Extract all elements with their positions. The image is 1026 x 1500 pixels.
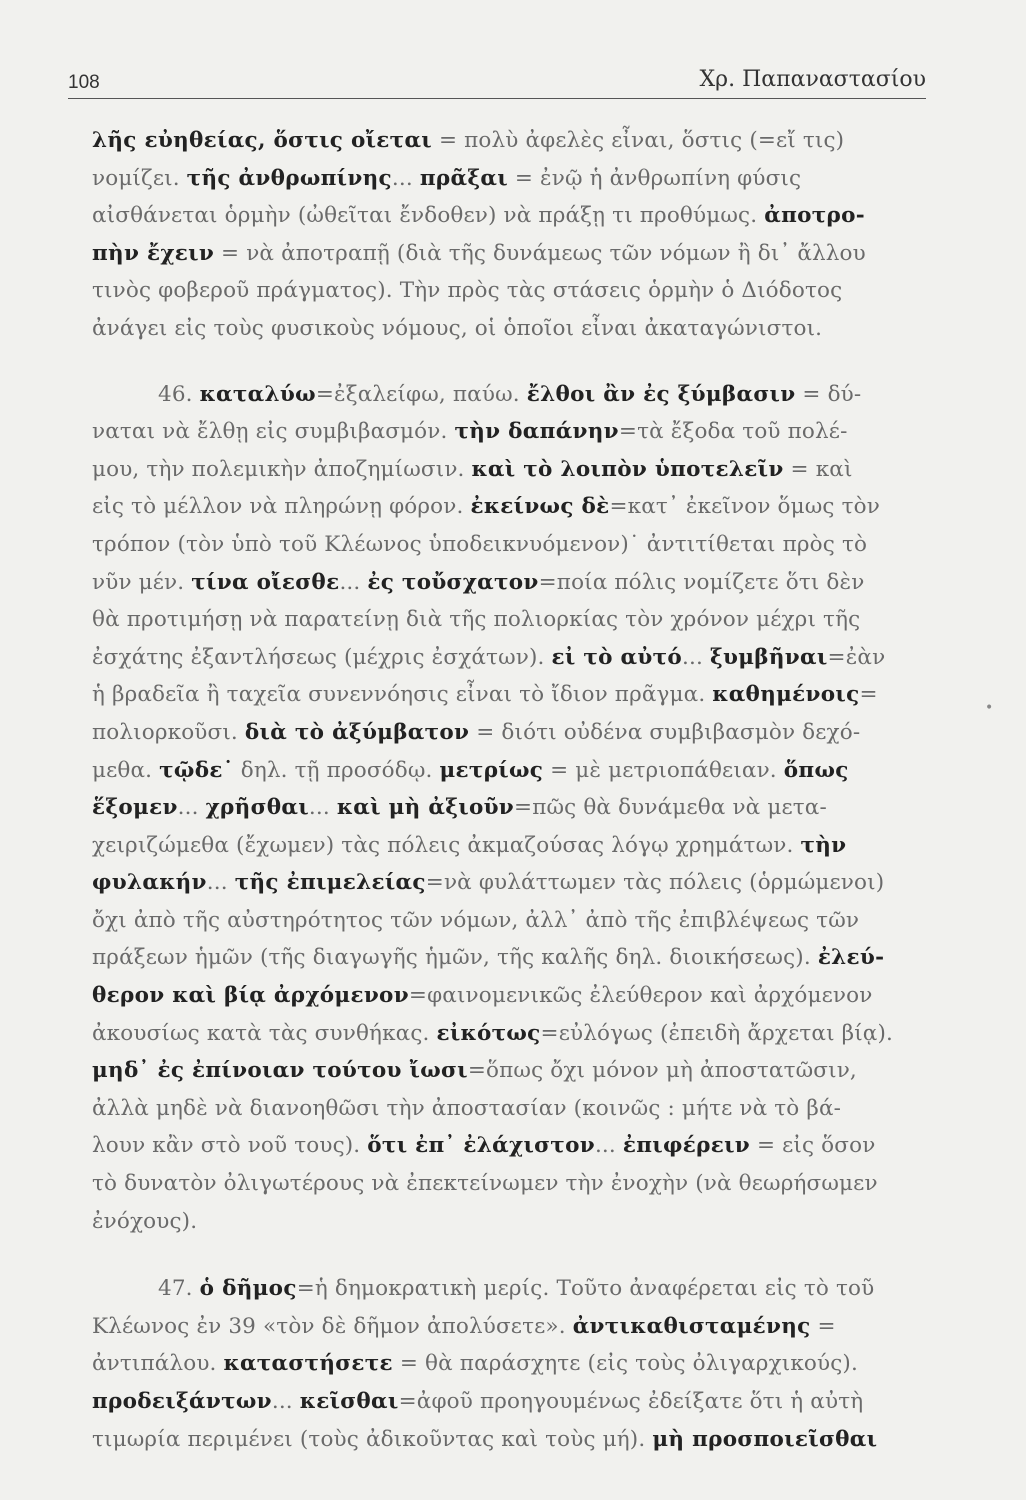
gloss-text: πράξεων ἡμῶν (τῆς διαγωγῆς ἡμῶν, τῆς καλῆς δηλ. διοικήσεως). bbox=[92, 945, 818, 971]
gloss-text: =ἀφοῦ προηγουμένως ἐδείξατε ὅτι ἡ αὐτὴ bbox=[398, 1389, 864, 1414]
lemma-term: ἐλεύ- bbox=[817, 945, 885, 971]
lemma-term: προδειξάντων bbox=[92, 1389, 272, 1414]
text-line bbox=[92, 488, 938, 526]
text-line bbox=[92, 235, 938, 273]
text-line bbox=[92, 939, 938, 977]
gloss-text: ... bbox=[308, 795, 337, 821]
lemma-term: εἰ τὸ αὐτό bbox=[551, 644, 683, 670]
lemma-term: ξυμβῆναι bbox=[709, 644, 828, 670]
gloss-text: λουν κἂν στὸ νοῦ τους). bbox=[92, 1133, 368, 1159]
gloss-text: ἀνάγει εἰς τοὺς φυσικοὺς νόμους, οἱ ὁποῖοι εἶναι ἀκαταγώνιστοι. bbox=[92, 315, 823, 341]
page-speck: • bbox=[985, 700, 994, 716]
text-line bbox=[92, 451, 938, 489]
gloss-text: = διότι οὐδένα συμβιβασμὸν δεχό- bbox=[469, 719, 861, 745]
text-line bbox=[92, 376, 938, 414]
text-line bbox=[92, 1383, 938, 1421]
gloss-text: μου, τὴν πολεμικὴν ἀποζημίωσιν. bbox=[92, 456, 472, 482]
gloss-text: = bbox=[859, 682, 878, 708]
text-line bbox=[92, 714, 938, 752]
text-line bbox=[92, 1052, 938, 1090]
text-line bbox=[92, 827, 938, 865]
gloss-text: ἀντιπάλου. bbox=[92, 1351, 224, 1377]
lemma-term: μετρίως bbox=[439, 757, 544, 783]
gloss-text: ... bbox=[391, 165, 420, 191]
page-header bbox=[68, 52, 926, 99]
text-line bbox=[92, 601, 938, 639]
gloss-text: εἰς τὸ μέλλον νὰ πληρώνῃ φόρον. bbox=[92, 494, 471, 520]
gloss-text: τινὸς φοβεροῦ πράγματος). Τὴν πρὸς τὰς στάσεις ὁρμὴν ὁ Διόδοτος bbox=[92, 278, 843, 304]
gloss-text: Κλέωνος ἐν 39 «τὸν δὲ δῆμον ἀπολύσετε». bbox=[92, 1313, 573, 1339]
text-line bbox=[92, 977, 938, 1015]
text-line bbox=[92, 1090, 938, 1128]
text-line bbox=[92, 122, 938, 160]
lemma-term: μὴ προσποιεῖσθαι bbox=[652, 1426, 878, 1452]
lemma-term: πρᾶξαι bbox=[419, 165, 508, 191]
gloss-text: = δύ- bbox=[795, 381, 862, 407]
gloss-text: νῦν μέν. bbox=[92, 569, 192, 595]
gloss-text: τὸ δυνατὸν ὀλιγωτέρους νὰ ἐπεκτείνωμεν τὴν ἐνοχὴν (νὰ θεωρήσωμεν bbox=[92, 1171, 878, 1197]
gloss-text: ἐνόχους). bbox=[92, 1208, 198, 1234]
text-line bbox=[92, 752, 938, 790]
gloss-text: νομίζει. bbox=[92, 165, 187, 191]
gloss-text: =νὰ φυλάττωμεν τὰς πόλεις (ὁρμώμενοι) bbox=[425, 870, 885, 896]
lemma-term: λῆς εὐηθείας, ὅστις οἴεται bbox=[92, 128, 432, 153]
gloss-text: =ὅπως ὄχι μόνον μὴ ἀποστατῶσιν, bbox=[467, 1058, 857, 1084]
gloss-text: =ποία πόλις νομίζετε ὅτι δὲν bbox=[538, 569, 865, 595]
gloss-text: τρόπον (τὸν ὑπὸ τοῦ Κλέωνος ὑποδεικνυόμενον)˙ ἀντιτίθεται πρὸς τὸ bbox=[92, 531, 868, 557]
lemma-term: τῆς ἐπιμελείας bbox=[234, 870, 426, 896]
paragraph bbox=[92, 376, 938, 1241]
text-line bbox=[92, 1127, 938, 1165]
text-line bbox=[92, 526, 938, 564]
lemma-term: εἰκότως bbox=[436, 1020, 541, 1046]
lemma-term: χρῆσθαι bbox=[205, 795, 309, 821]
paragraph-gap bbox=[92, 1240, 938, 1270]
lemma-term: καὶ τὸ λοιπὸν ὑποτελεῖν bbox=[471, 456, 784, 482]
paragraph-gap bbox=[92, 348, 938, 376]
lemma-term: ἀποτρο- bbox=[764, 203, 865, 229]
lemma-term: πὴν ἔχειν bbox=[92, 240, 215, 266]
text-line bbox=[92, 564, 938, 602]
lemma-term: ἐκείνως δὲ bbox=[470, 494, 610, 520]
gloss-text: τιμωρία περιμένει (τοὺς ἀδικοῦντας καὶ τοὺς μή). bbox=[92, 1426, 653, 1452]
gloss-text: μεθα. bbox=[92, 757, 160, 783]
lemma-term: κεῖσθαι bbox=[299, 1389, 399, 1414]
gloss-text: δηλ. τῇ προσόδῳ. bbox=[233, 757, 440, 783]
lemma-term: ἀντικαθισταμένης bbox=[572, 1313, 811, 1339]
lemma-term: διὰ τὸ ἀξύμβατον bbox=[244, 719, 470, 745]
paragraph bbox=[92, 1270, 938, 1458]
lemma-term: ἐς τοὔσχατον bbox=[367, 569, 539, 595]
gloss-text: = bbox=[810, 1313, 836, 1339]
lemma-term: καταστήσετε bbox=[223, 1351, 393, 1377]
gloss-text: ἀκουσίως κατὰ τὰς συνθήκας. bbox=[92, 1020, 437, 1046]
running-head: Χρ. Παπαναστασίου bbox=[699, 67, 926, 92]
text-line bbox=[92, 197, 938, 235]
gloss-text: ... bbox=[594, 1133, 623, 1159]
gloss-text: =εὐλόγως (ἐπειδὴ ἄρχεται βίᾳ). bbox=[540, 1020, 893, 1046]
lemma-term: μηδ᾽ ἐς ἐπίνοιαν τούτου ἴωσι bbox=[92, 1058, 468, 1084]
gloss-text: = μὲ μετριοπάθειαν. bbox=[543, 757, 784, 783]
text-line bbox=[92, 864, 938, 902]
text-line bbox=[92, 310, 938, 348]
commentary-text bbox=[92, 122, 938, 1458]
lemma-term: ἔλθοι ἂν ἐς ξύμβασιν bbox=[526, 381, 796, 407]
text-line bbox=[92, 1165, 938, 1203]
text-line bbox=[92, 1345, 938, 1383]
gloss-text: = καὶ bbox=[783, 456, 853, 482]
gloss-text: ... bbox=[682, 644, 710, 670]
gloss-text: 46. bbox=[158, 381, 200, 407]
gloss-text: = νὰ ἀποτραπῇ (διὰ τῆς δυνάμεως τῶν νόμων ἢ δι᾽ ἄλλου bbox=[214, 240, 866, 266]
gloss-text: πολιορκοῦσι. bbox=[92, 719, 245, 745]
gloss-text: =τὰ ἔξοδα τοῦ πολέ- bbox=[618, 419, 848, 445]
lemma-term: τίνα οἴεσθε bbox=[191, 569, 340, 595]
paragraph bbox=[92, 122, 938, 348]
gloss-text: =κατ᾽ ἐκεῖνον ὅμως τὸν bbox=[609, 494, 880, 520]
text-line bbox=[92, 272, 938, 310]
lemma-term: τῆς ἀνθρωπίνης bbox=[186, 165, 392, 191]
lemma-term: ἐπιφέρειν bbox=[622, 1133, 750, 1159]
lemma-term: καὶ μὴ ἀξιοῦν bbox=[336, 795, 515, 821]
text-line bbox=[92, 1421, 938, 1459]
lemma-term: θερον καὶ βίᾳ ἀρχόμενον bbox=[92, 983, 409, 1009]
gloss-text: =ἡ δημοκρατικὴ μερίς. Τοῦτο ἀναφέρεται εἰς τὸ τοῦ bbox=[296, 1276, 875, 1302]
gloss-text: =φαινομενικῶς ἐλεύθερον καὶ ἀρχόμενον bbox=[408, 983, 873, 1009]
gloss-text: ... bbox=[206, 870, 235, 896]
gloss-text: χειριζώμεθα (ἔχωμεν) τὰς πόλεις ἀκμαζούσας λόγῳ χρημάτων. bbox=[92, 832, 801, 858]
page-number: 108 bbox=[68, 72, 100, 93]
text-line bbox=[92, 1015, 938, 1053]
gloss-text: ... bbox=[339, 569, 368, 595]
gloss-text: = ἐνῷ ἡ ἀνθρωπίνη φύσις bbox=[507, 165, 802, 191]
text-line bbox=[92, 639, 938, 677]
lemma-term: ὅτι ἐπ᾽ ἐλάχιστον bbox=[367, 1133, 595, 1159]
text-line bbox=[92, 676, 938, 714]
gloss-text: ... bbox=[177, 795, 206, 821]
gloss-text: = πολὺ ἀφελὲς εἶναι, ὅστις (=εἴ τις) bbox=[432, 128, 845, 153]
text-line bbox=[92, 789, 938, 827]
gloss-text: αἰσθάνεται ὁρμὴν (ὠθεῖται ἔνδοθεν) νὰ πράξῃ τι προθύμως. bbox=[92, 203, 765, 229]
text-line bbox=[92, 1270, 938, 1308]
lemma-term: τὴν bbox=[800, 832, 847, 858]
gloss-text: = εἰς ὅσον bbox=[750, 1133, 876, 1159]
gloss-text: ὄχι ἀπὸ τῆς αὐστηρότητος τῶν νόμων, ἀλλ᾽ ἀπὸ τῆς ἐπιβλέψεως τῶν bbox=[92, 907, 860, 933]
gloss-text: 47. bbox=[158, 1276, 200, 1302]
text-line bbox=[92, 1203, 938, 1241]
gloss-text: ἡ βραδεῖα ἢ ταχεῖα συνεννόησις εἶναι τὸ ἴδιον πρᾶγμα. bbox=[92, 682, 713, 708]
gloss-text: ναται νὰ ἔλθῃ εἰς συμβιβασμόν. bbox=[92, 419, 455, 445]
lemma-term: ἕξομεν bbox=[92, 795, 178, 821]
gloss-text: =ἐὰν bbox=[827, 644, 886, 670]
gloss-text: ἀλλὰ μηδὲ νὰ διανοηθῶσι τὴν ἀποστασίαν (κοινῶς : μήτε νὰ τὸ βά- bbox=[92, 1095, 842, 1121]
gloss-text: θὰ προτιμήσῃ νὰ παρατείνῃ διὰ τῆς πολιορκίας τὸν χρόνον μέχρι τῆς bbox=[92, 607, 861, 633]
text-line bbox=[92, 413, 938, 451]
text-line bbox=[92, 160, 938, 198]
text-line bbox=[92, 902, 938, 940]
gloss-text: ... bbox=[271, 1389, 300, 1414]
lemma-term: τῷδε˙ bbox=[159, 757, 234, 783]
lemma-term: ὁ δῆμος bbox=[199, 1276, 297, 1302]
gloss-text: ἐσχάτης ἐξαντλήσεως (μέχρις ἐσχάτων). bbox=[92, 644, 552, 670]
lemma-term: ὅπως bbox=[783, 757, 849, 783]
lemma-term: τὴν δαπάνην bbox=[454, 419, 619, 445]
gloss-text: =πῶς θὰ δυνάμεθα νὰ μετα- bbox=[514, 795, 827, 821]
lemma-term: καθημένοις bbox=[712, 682, 860, 708]
gloss-text: = θὰ παράσχητε (εἰς τοὺς ὀλιγαρχικούς). bbox=[392, 1351, 858, 1377]
lemma-term: φυλακήν bbox=[92, 870, 207, 896]
text-line bbox=[92, 1308, 938, 1346]
gloss-text: =ἐξαλείφω, παύω. bbox=[315, 381, 527, 407]
lemma-term: καταλύω bbox=[199, 381, 316, 407]
